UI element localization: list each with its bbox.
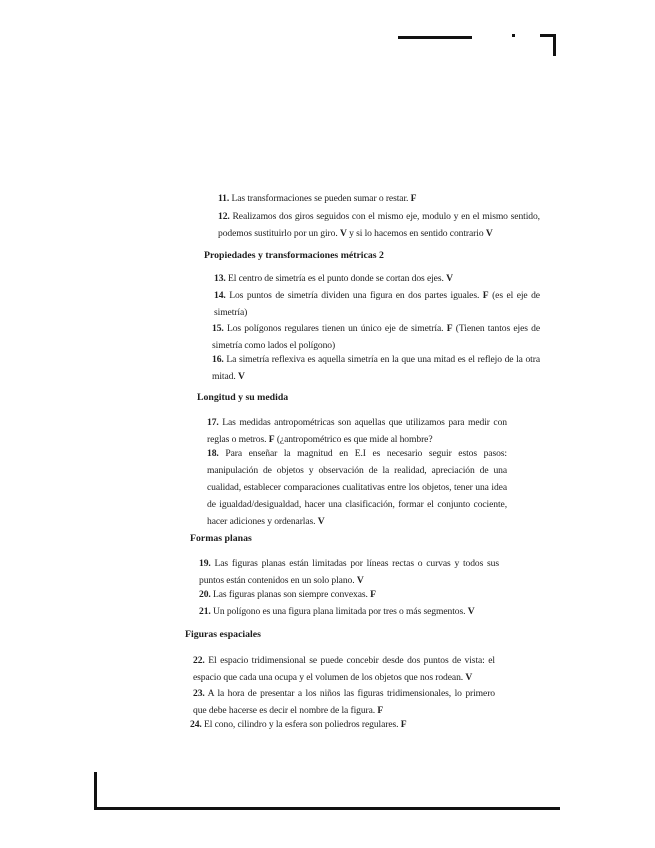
question-24	[190, 716, 495, 733]
question-text: Las figuras planas están limitadas por líneas rectas o curvas y todos sus puntos están contenidos en un solo plano.	[199, 558, 499, 586]
question-text: El centro de simetría es el punto donde se cortan dos ejes.	[228, 273, 444, 284]
question-18	[207, 445, 507, 530]
question-answer: F	[410, 193, 417, 204]
question-text: Realizamos dos giros seguidos con el mismo eje, modulo y en el mismo sentido, podemos sustituirlo por un giro.	[218, 211, 540, 239]
question-text: Las medidas antropométricas son aquellas que utilizamos para medir con reglas o metros.	[207, 417, 507, 445]
question-answer: F	[370, 589, 376, 600]
scan-mark-top-dot	[512, 34, 515, 37]
scan-mark-corner-v	[553, 34, 556, 56]
question-text: Los polígonos regulares tienen un único eje de simetría.	[226, 323, 444, 334]
question-note: y si lo hacemos en sentido contrario	[349, 228, 484, 239]
question-answer-2: V	[485, 228, 493, 239]
question-note: (¿antropométrico es que mide al hombre?	[276, 434, 433, 445]
question-note: (es el eje de simetría)	[214, 290, 540, 318]
question-number: 20.	[199, 589, 211, 600]
question-14	[214, 287, 540, 321]
question-text: El cono, cilindro y la esfera son poliedros regulares.	[204, 719, 399, 730]
question-answer: V	[237, 371, 245, 382]
question-12	[218, 208, 540, 242]
scan-mark-bottom-rule	[94, 807, 560, 810]
question-number: 23.	[193, 688, 205, 699]
question-19	[199, 555, 499, 589]
scan-mark-top-bar	[398, 36, 472, 39]
question-13	[214, 270, 540, 287]
question-20	[199, 586, 499, 603]
question-number: 11.	[218, 193, 230, 204]
question-number: 22.	[193, 655, 205, 666]
question-11	[218, 190, 540, 207]
question-answer: F	[377, 705, 384, 716]
question-number: 18.	[207, 448, 219, 459]
section-heading-formas-planas: Formas planas	[190, 533, 252, 544]
question-number: 13.	[214, 273, 226, 284]
question-answer: V	[339, 228, 347, 239]
question-answer: V	[356, 575, 364, 586]
question-15	[212, 320, 540, 354]
question-17	[207, 414, 507, 448]
question-number: 15.	[212, 323, 224, 334]
scan-mark-left-rule	[94, 772, 97, 810]
question-answer: V	[446, 273, 453, 284]
question-number: 12.	[218, 211, 230, 222]
question-text: Los puntos de simetría dividen una figura en dos partes iguales.	[229, 290, 480, 301]
question-text: La simetría reflexiva es aquella simetría en la que una mitad es el reflejo de la otra mitad.	[212, 354, 540, 382]
question-answer: V	[465, 672, 473, 683]
question-number: 24.	[190, 719, 202, 730]
section-heading-longitud: Longitud y su medida	[197, 392, 289, 403]
question-answer: F	[446, 323, 453, 334]
question-number: 17.	[207, 417, 219, 428]
question-text: Las figuras planas son siempre convexas.	[213, 589, 368, 600]
question-number: 21.	[199, 606, 211, 617]
question-text: A la hora de presentar a los niños las figuras tridimensionales, lo primero que debe hacerse es decir el nombre de la figura.	[193, 688, 495, 716]
question-number: 19.	[199, 558, 211, 569]
question-answer: F	[400, 719, 407, 730]
question-note: (Tienen tantos ejes de simetría como lados el polígono)	[212, 323, 540, 351]
question-text: Para enseñar la magnitud en E.I es necesario seguir estos pasos: manipulación de objetos y observación de la realidad, apreciación de una cualidad, establecer comparaciones cualitativas entre los objetos, tener una idea de igualdad/desigualdad, hacer una clasificación, formar el conjunto cociente, hacer adiciones y ordenarlas.	[207, 448, 507, 527]
question-answer: V	[467, 606, 475, 617]
question-text: El espacio tridimensional se puede concebir desde dos puntos de vista: el espacio que cada una ocupa y el volumen de los objetos que nos rodean.	[193, 655, 495, 683]
question-answer: F	[268, 434, 275, 445]
section-heading-propiedades: Propiedades y transformaciones métricas 2	[204, 250, 384, 261]
question-23	[193, 685, 495, 719]
question-number: 14.	[214, 290, 226, 301]
section-heading-figuras-espaciales: Figuras espaciales	[185, 629, 261, 640]
question-21	[199, 603, 499, 620]
question-number: 16.	[212, 354, 224, 365]
question-text: Las transformaciones se pueden sumar o restar.	[231, 193, 409, 204]
question-16	[212, 351, 540, 385]
question-answer: F	[482, 290, 489, 301]
question-answer: V	[317, 516, 325, 527]
question-text: Un polígono es una figura plana limitada por tres o más segmentos.	[213, 606, 466, 617]
question-22	[193, 652, 495, 686]
